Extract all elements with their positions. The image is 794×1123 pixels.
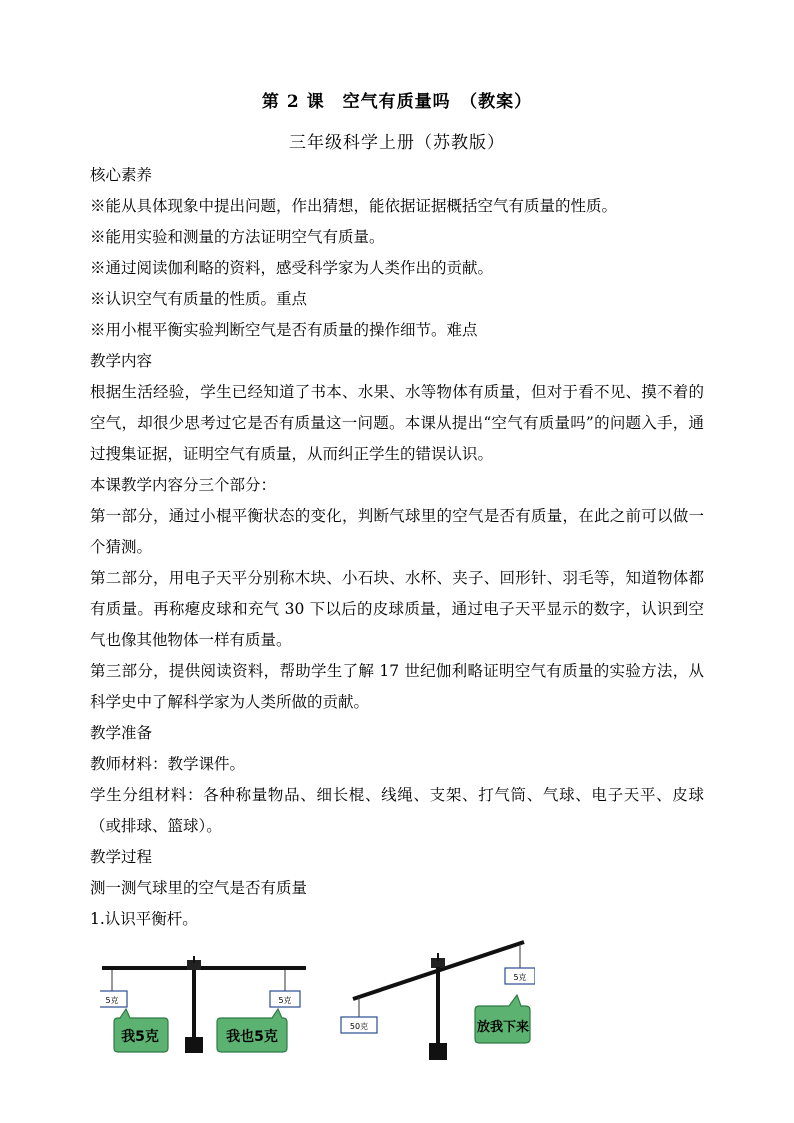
stand-pole [436, 967, 440, 1051]
prep-item: 学生分组材料：各种称量物品、细长棍、线绳、支架、打气筒、气球、电子天平、皮球（或排球、篮球）。 [90, 786, 704, 835]
lesson-body [90, 160, 704, 935]
prep-item: 教师材料：教学课件。 [90, 755, 246, 773]
content-paragraph: 第二部分，用电子天平分别称木块、小石块、水杯、夹子、回形针、羽毛等，知道物体都有质量。再称瘪皮球和充气 30 下以后的皮球质量，通过电子天平显示的数字，认识到空气也像其他物体一样有质量。 [90, 569, 704, 649]
stand-base [185, 1037, 203, 1053]
goal-item: ※能用实验和测量的方法证明空气有质量。 [90, 228, 385, 246]
lever-beam [102, 966, 306, 970]
balanced-lever-figure [100, 955, 310, 1065]
right-light-weight-label: 5克 [513, 973, 527, 982]
left-bubble-text: 我5克 [121, 1029, 159, 1045]
section-heading-process: 教学过程 [90, 848, 153, 866]
left-weight-label: 5克 [105, 996, 119, 1005]
content-paragraph: 根据生活经验，学生已经知道了书本、水果、水等物体有质量，但对于看不见、摸不着的空气，却很少思考过它是否有质量这一问题。本课从提出“空气有质量吗”的问题入手，通过搜集证据，证明空气有质量，从而纠正学生的错误认识。 [90, 383, 704, 463]
unbalanced-lever-figure [335, 935, 535, 1065]
goal-item: ※能从具体现象中提出问题，作出猜想，能依据证据概括空气有质量的性质。 [90, 197, 618, 215]
goal-item: ※认识空气有质量的性质。重点 [90, 290, 308, 308]
content-paragraph: 第一部分，通过小棍平衡状态的变化，判断气球里的空气是否有质量，在此之前可以做一个猜测。 [90, 507, 704, 556]
goal-item: ※通过阅读伽利略的资料，感受科学家为人类作出的贡献。 [90, 259, 494, 277]
content-paragraph: 第三部分，提供阅读资料，帮助学生了解 17 世纪伽利略证明空气有质量的实验方法，从科学史中了解科学家为人类所做的贡献。 [90, 662, 704, 711]
put-me-down-bubble [475, 995, 530, 1043]
subsection-heading: 测一测气球里的空气是否有质量 [90, 879, 308, 897]
goal-item: ※用小棍平衡实验判断空气是否有质量的操作细节。难点 [90, 321, 478, 339]
page-subtitle: 三年级科学上册（苏教版） [289, 133, 505, 153]
put-me-down-text: 放我下来 [476, 1020, 530, 1035]
left-heavy-weight-label: 50克 [349, 1022, 369, 1031]
section-heading-content: 教学内容 [90, 352, 153, 370]
section-heading-prep: 教学准备 [90, 724, 153, 742]
content-paragraph: 本课教学内容分三个部分： [90, 476, 277, 494]
right-weight-label: 5克 [278, 996, 292, 1005]
step-item: 1.认识平衡杆。 [90, 910, 198, 928]
stand-base [429, 1043, 447, 1060]
section-heading-core: 核心素养 [90, 166, 153, 184]
page-title: 第 2 课 空气有质量吗 （教案） [261, 92, 533, 112]
right-bubble-text: 我也5克 [226, 1029, 278, 1045]
